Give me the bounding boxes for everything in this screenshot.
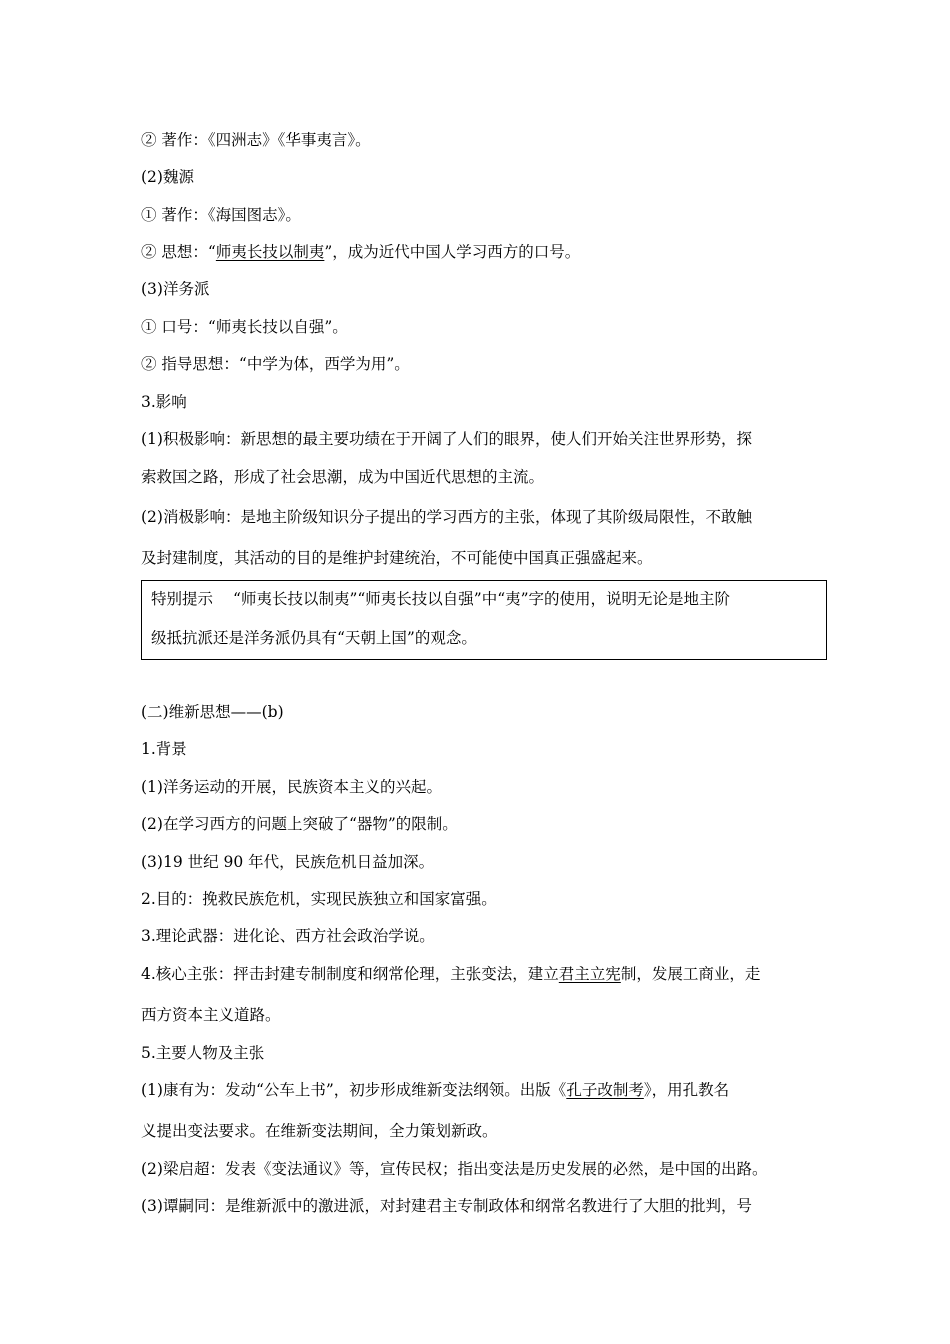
section-heading: 1.背景 bbox=[141, 740, 187, 758]
text-line: 西方资本主义道路。 bbox=[141, 1006, 281, 1024]
text-line: 索救国之路，形成了社会思潮，成为中国近代思想的主流。 bbox=[141, 468, 545, 486]
text-span: ”，成为近代中国人学习西方的口号。 bbox=[324, 243, 581, 261]
tip-text: “师夷长技以制夷”“师夷长技以自强”中“夷”字的使用，说明无论是地主阶 bbox=[233, 590, 731, 608]
text-span: 制，发展工商业，走 bbox=[620, 965, 761, 983]
text-line: (3)谭嗣同：是维新派中的激进派，对封建君主专制政体和纲常名教进行了大胆的批判，号 bbox=[141, 1197, 752, 1215]
text-span: ② 思想：“ bbox=[141, 243, 216, 261]
underlined-term: 师夷长技以制夷 bbox=[215, 243, 325, 261]
tip-label: 特别提示 bbox=[151, 590, 214, 608]
section-heading: 3.影响 bbox=[141, 393, 187, 411]
text-line: (1)洋务运动的开展，民族资本主义的兴起。 bbox=[141, 778, 442, 796]
text-line: (3)19 世纪 90 年代，民族危机日益加深。 bbox=[141, 853, 435, 871]
section-heading: (3)洋务派 bbox=[141, 280, 210, 298]
tip-line-2: 级抵抗派还是洋务派仍具有“天朝上国”的观念。 bbox=[151, 629, 477, 647]
text-line: (2)消极影响：是地主阶级知识分子提出的学习西方的主张，体现了其阶级局限性，不敢触 bbox=[141, 508, 752, 526]
text-line: 3.理论武器：进化论、西方社会政治学说。 bbox=[141, 927, 435, 945]
text-line: ① 著作：《海国图志》。 bbox=[141, 206, 301, 224]
section-heading: 5.主要人物及主张 bbox=[141, 1044, 265, 1062]
text-line: ① 口号：“师夷长技以自强”。 bbox=[141, 318, 348, 336]
section-heading: (二)维新思想——(b) bbox=[141, 703, 284, 721]
section-heading: (2)魏源 bbox=[141, 168, 194, 186]
wei-yuan-thought-line bbox=[141, 242, 580, 262]
text-line: (2)在学习西方的问题上突破了“器物”的限制。 bbox=[141, 815, 458, 833]
text-line: ② 指导思想：“中学为体，西学为用”。 bbox=[141, 355, 410, 373]
tip-line-1 bbox=[151, 589, 730, 609]
text-line: ② 著作：《四洲志》《华事夷言》。 bbox=[141, 131, 371, 149]
text-span: 4.核心主张：抨击封建专制制度和纲常伦理，主张变法，建立 bbox=[141, 965, 559, 983]
core-idea-line bbox=[141, 964, 760, 984]
kang-youwei-line bbox=[141, 1080, 729, 1100]
text-span: 》，用孔教名 bbox=[643, 1081, 730, 1099]
text-line: 2.目的：挽救民族危机，实现民族独立和国家富强。 bbox=[141, 890, 497, 908]
text-line: 义提出变法要求。在维新变法期间，全力策划新政。 bbox=[141, 1122, 498, 1140]
text-line: 及封建制度，其活动的目的是维护封建统治，不可能使中国真正强盛起来。 bbox=[141, 549, 653, 567]
text-line: (1)积极影响：新思想的最主要功绩在于开阔了人们的眼界，使人们开始关注世界形势，探 bbox=[141, 430, 752, 448]
text-span: (1)康有为：发动“公车上书”，初步形成维新变法纲领。出版《 bbox=[141, 1081, 567, 1099]
underlined-term: 君主立宪 bbox=[558, 965, 621, 983]
text-line: (2)梁启超：发表《变法通议》等，宣传民权；指出变法是历史发展的必然，是中国的出路。 bbox=[141, 1160, 768, 1178]
underlined-term: 孔子改制考 bbox=[566, 1081, 644, 1099]
special-tip-box bbox=[141, 580, 827, 660]
